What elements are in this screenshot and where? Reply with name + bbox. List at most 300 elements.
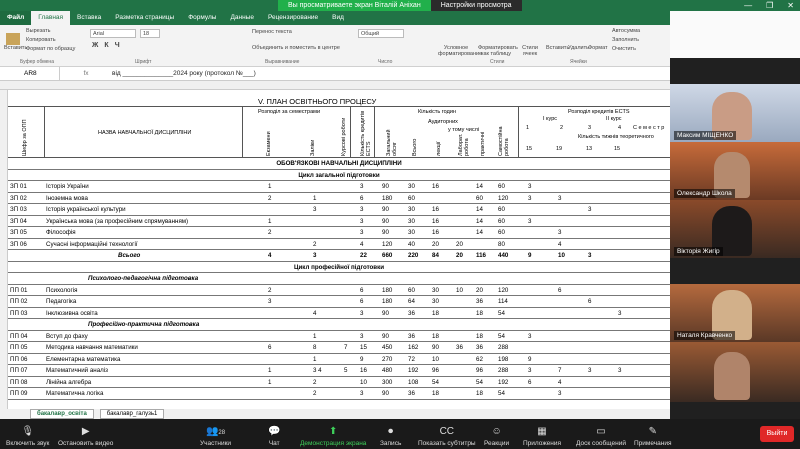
share-screen-button[interactable]: ⬆ Демонстрация экрана (300, 426, 367, 447)
cell-kr[interactable]: 7 (344, 344, 348, 351)
cell-sr[interactable]: 192 (498, 378, 509, 386)
cell-sr[interactable]: 54 (498, 332, 505, 340)
participant-tile[interactable] (670, 342, 800, 402)
cell-sr[interactable]: 288 (498, 344, 509, 351)
cell-lec[interactable]: 16 (432, 183, 439, 190)
cell-tot[interactable]: 90 (382, 332, 389, 340)
table-row (8, 285, 670, 297)
participants-button[interactable]: 👥28 Участники (200, 426, 232, 447)
reactions-button[interactable]: ☺ Реакции (484, 426, 510, 447)
cell-ex[interactable]: 1 (268, 378, 272, 386)
plan-title: V. ПЛАН ОСВІТНЬОГО ПРОЦЕСУ (258, 97, 377, 106)
cell-aud[interactable]: 36 (408, 332, 415, 340)
cell-ex[interactable]: 2 (268, 194, 272, 202)
cell-aud[interactable]: 64 (408, 298, 415, 305)
cell-lab[interactable]: 20 (456, 240, 463, 248)
cell-ex[interactable]: 6 (268, 344, 272, 351)
tab-formulas[interactable]: Формулы (188, 14, 217, 21)
cell-ects[interactable]: 6 (360, 194, 364, 202)
cell-code[interactable]: ПП 04 (10, 332, 28, 340)
section-mandatory-label: ОБОВ'ЯЗКОВІ НАВЧАЛЬНІ ДИСЦИПЛІНИ (276, 160, 402, 167)
cell-aud[interactable]: 192 (408, 367, 419, 374)
cell-pr[interactable]: 18 (476, 390, 483, 397)
table-row (8, 365, 670, 377)
cell-code[interactable]: ЗП 02 (10, 194, 27, 202)
cell-name[interactable]: Педагогіка (46, 298, 77, 305)
ribbon (0, 25, 670, 67)
cell-ex[interactable]: 3 (268, 298, 272, 305)
cell-tot[interactable]: 90 (382, 217, 389, 225)
fill-button[interactable]: Заполнить (612, 37, 640, 43)
cell-aud[interactable]: 30 (408, 183, 415, 190)
cell-s1[interactable]: 9 (528, 355, 532, 363)
table-row (8, 354, 670, 366)
cell-aud[interactable]: 30 (408, 217, 415, 225)
sheet-tabs (0, 409, 670, 419)
sub-prof (8, 319, 670, 331)
cell-aud[interactable]: 60 (408, 194, 415, 202)
cell-pr[interactable]: 14 (476, 217, 483, 225)
whiteboard-icon: ▭ (596, 426, 606, 437)
cell-s2[interactable]: 6 (558, 286, 562, 294)
cell-tot[interactable]: 270 (382, 355, 393, 363)
course1-header: I курс (543, 116, 558, 122)
cell-ects[interactable]: 9 (360, 355, 364, 363)
cell-ex[interactable]: 1 (268, 217, 272, 225)
participant-name: Наталя Кравченко (674, 331, 735, 340)
all-header: Всього (412, 138, 418, 156)
apps-icon: ▦ (537, 426, 547, 437)
cut-button[interactable]: Вырезать (26, 28, 51, 34)
total-tot: 660 (382, 252, 393, 259)
table-header: V. ПЛАН ОСВІТНЬОГО ПРОЦЕСУ Шифр за ОПП НАЗВА НАВЧАЛЬНОЇ ДИСЦИПЛІНИ Розподіл за семестрами Екзамени Заліки Курсові роботи Кількість кредитів ЕСТS Кількість годин Загальний обсяг Аудиторних Всього у тому числі лекції Лаборат. робота практичні Самостійна робота Розподіл кредитів ECTS I курс II курс С е м е с т р 1 2 3 4 Кількість тижнів теоретичного 15 19 13 15 (8, 90, 670, 158)
participants-icon: 👥28 (205, 426, 226, 437)
cell-lec[interactable]: 16 (432, 206, 439, 213)
minimize-icon[interactable]: — (744, 1, 753, 10)
total-lab: 20 (456, 252, 463, 259)
wrap-text-button[interactable]: Перенос текста (252, 29, 292, 35)
cell-ex[interactable]: 1 (268, 183, 272, 190)
cell-s1[interactable]: 3 (528, 332, 532, 340)
cell-aud[interactable]: 36 (408, 390, 415, 397)
cell-pr[interactable]: 36 (476, 344, 483, 351)
sub-prof-label: Професійно-практична підготовка (88, 321, 200, 328)
total-row (8, 250, 670, 262)
clipboard-label: Буфер обмена (20, 59, 54, 65)
cell-lec[interactable]: 96 (432, 367, 439, 374)
cell-ects[interactable]: 3 (360, 217, 364, 225)
cell-code[interactable]: ЗП 04 (10, 217, 27, 225)
cell-s1[interactable]: 3 (528, 183, 532, 190)
cell-aud[interactable]: 30 (408, 206, 415, 213)
captions-icon: CC (439, 426, 455, 437)
cell-s4[interactable]: 3 (618, 367, 622, 374)
cell-code[interactable]: ПП 01 (10, 286, 28, 294)
cells-label: Ячейки (570, 59, 587, 65)
insert-cells-button[interactable]: Вставить (546, 45, 570, 51)
stop-video-button[interactable]: ▶ Остановить видео (58, 426, 114, 447)
participant-name: Олександр Школа (674, 189, 735, 198)
tests-header: Заліки (310, 139, 316, 156)
cell-ex[interactable]: 1 (268, 367, 272, 374)
pract-header: практичні (480, 131, 486, 156)
table-row (8, 193, 670, 205)
cell-name[interactable]: Інклюзивна освіта (46, 309, 98, 317)
formula-bar (0, 67, 670, 81)
cell-sr[interactable]: 120 (498, 194, 509, 202)
cell-ects[interactable]: 4 (360, 240, 364, 248)
window-controls (744, 0, 794, 11)
cell-ects[interactable]: 6 (360, 286, 364, 294)
cell-tot[interactable]: 180 (382, 298, 393, 305)
code-header: Шифр за ОПП (22, 119, 28, 156)
discipline-header: НАЗВА НАВЧАЛЬНОЇ ДИСЦИПЛІНИ (98, 130, 192, 136)
cycle-prof-label: Цикл професійної підготовки (293, 263, 384, 271)
captions-button[interactable]: CC Показать субтитры (418, 426, 476, 447)
merge-center-button[interactable]: Объединить и поместить в центре (252, 45, 340, 51)
cell-pr[interactable]: 14 (476, 229, 483, 236)
table-row (8, 388, 670, 400)
cell-name[interactable]: Історія України (46, 183, 89, 190)
clear-button[interactable]: Очистить (612, 46, 636, 52)
fx-icon[interactable]: fx (83, 70, 89, 77)
semesters-header: Розподіл за семестрами (258, 109, 321, 115)
cell-s1[interactable]: 3 (528, 194, 532, 202)
cell-tot[interactable]: 90 (382, 229, 389, 236)
cell-sr[interactable]: 60 (498, 229, 505, 236)
section-mandatory (8, 158, 670, 170)
bold-italic-underline[interactable]: ЖКЧ (92, 42, 126, 49)
cell-code[interactable]: ЗП 03 (10, 206, 27, 213)
cell-sr[interactable]: 114 (498, 298, 508, 305)
table-row (8, 308, 670, 320)
alignment-label: Выравнивание (265, 59, 300, 65)
apps-button[interactable]: ▦ Приложения (523, 426, 562, 447)
table-row (8, 377, 670, 389)
cell-tot[interactable]: 180 (382, 286, 393, 294)
cell-name[interactable]: Філософія (46, 229, 76, 236)
cell-name[interactable]: Психологія (46, 286, 78, 294)
cell-tot[interactable]: 90 (382, 183, 389, 190)
cell-name[interactable]: Математична логіка (46, 390, 104, 397)
smiley-icon: ☺ (491, 426, 502, 437)
table-row (8, 227, 670, 239)
cell-pr[interactable]: 54 (476, 378, 483, 386)
tab-file[interactable]: Файл (0, 11, 31, 25)
cell-s2[interactable]: 3 (558, 390, 562, 397)
cell-zl[interactable]: 1 (313, 355, 317, 363)
record-icon: ⏺ (388, 426, 394, 437)
cell-code[interactable]: ПП 07 (10, 367, 28, 374)
cell-ects[interactable]: 3 (360, 390, 364, 397)
cell-pr[interactable]: 18 (476, 309, 483, 317)
cell-sr[interactable]: 288 (498, 367, 509, 374)
cell-sr[interactable]: 80 (498, 240, 505, 248)
cell-aud[interactable]: 36 (408, 309, 415, 317)
autosum-button[interactable]: Автосумма (612, 28, 641, 34)
cell-ects[interactable]: 15 (360, 344, 367, 351)
cell-code[interactable]: ЗП 01 (10, 183, 27, 190)
cell-sr[interactable]: 198 (498, 355, 509, 363)
cell-lec[interactable]: 16 (432, 229, 439, 236)
cell-name[interactable]: Елементарна математика (46, 355, 121, 363)
cell-zl[interactable]: 1 (313, 332, 317, 340)
cell-lec[interactable]: 18 (432, 309, 439, 317)
cell-tot[interactable]: 90 (382, 309, 389, 317)
table-row (8, 239, 670, 251)
cell-s4[interactable]: 3 (618, 309, 622, 317)
coursework-header: Курсові роботи (341, 117, 347, 156)
cell-aud[interactable]: 40 (408, 240, 415, 248)
cycle-prof (8, 262, 670, 274)
cell-name[interactable]: Іноземна мова (46, 194, 88, 202)
cell-lec[interactable]: 90 (432, 344, 439, 351)
close-icon[interactable]: ✕ (787, 1, 794, 10)
share-screen-icon: ⬆ (329, 426, 338, 437)
cell-tot[interactable]: 480 (382, 367, 393, 374)
cell-zl[interactable]: 3 (313, 206, 317, 213)
tab-data[interactable]: Данные (230, 14, 254, 21)
cell-pr[interactable]: 60 (476, 194, 483, 202)
weeks-header: Кількість тижнів теоретичного (578, 134, 654, 140)
cell-tot[interactable]: 180 (382, 194, 393, 202)
whiteboard-button[interactable]: ▭ Доск сообщений (576, 426, 627, 447)
share-banner (278, 0, 522, 11)
restore-icon[interactable]: ❐ (766, 1, 774, 10)
cell-ex[interactable]: 2 (268, 229, 272, 236)
cell-name[interactable]: Вступ до фаху (46, 332, 88, 340)
sub-psych-label: Психолого-педагогічна підготовка (88, 275, 199, 282)
cell-name[interactable]: Українська мова (за професійним спрямуванням) (46, 217, 189, 225)
paste-button[interactable]: Вставить (4, 33, 27, 51)
formula-input[interactable]: від ______________2024 року (протокол №___) (112, 70, 256, 77)
cell-tot[interactable]: 300 (382, 378, 393, 386)
cell-zl[interactable]: 8 (313, 344, 317, 351)
total-s2: 10 (558, 252, 565, 259)
cell-s2[interactable]: 3 (558, 229, 562, 236)
cell-lec[interactable]: 16 (432, 217, 439, 225)
format-painter-button[interactable]: Формат по образцу (26, 46, 76, 52)
cell-pr[interactable]: 62 (476, 355, 483, 363)
cell-ects[interactable]: 3 (360, 183, 364, 190)
cell-code[interactable]: ЗП 06 (10, 240, 27, 248)
total-aud: 220 (408, 252, 419, 259)
conditional-format-button[interactable]: Условное форматирование (438, 45, 483, 57)
cell-tot[interactable]: 90 (382, 390, 389, 397)
cell-styles-button[interactable]: Стили ячеек (522, 45, 538, 57)
cell-pr[interactable]: 18 (476, 332, 483, 340)
table-row (8, 181, 670, 193)
cell-code[interactable]: ПП 03 (10, 309, 28, 317)
table-row (8, 342, 670, 354)
exams-header: Екзамени (266, 131, 272, 156)
cell-ects[interactable]: 16 (360, 367, 367, 374)
sheet-tab[interactable]: бакалавр_освіта (30, 409, 94, 419)
cell-lab[interactable]: 36 (456, 344, 463, 351)
cell-pr[interactable]: 96 (476, 367, 483, 374)
number-format-select[interactable]: Общий (358, 29, 404, 38)
participant-tile[interactable] (670, 284, 800, 342)
cell-s2[interactable]: 4 (558, 240, 562, 248)
cell-zl[interactable]: 2 (313, 390, 317, 397)
cell-s1[interactable]: 3 (528, 367, 532, 374)
cell-aud[interactable]: 30 (408, 229, 415, 236)
unmute-button[interactable]: 🎙 Включить звук (6, 426, 50, 447)
cell-code[interactable]: ПП 05 (10, 344, 28, 351)
cell-zl[interactable]: 2 (313, 240, 317, 248)
cell-pr[interactable]: 36 (476, 298, 483, 305)
cell-tot[interactable]: 120 (382, 240, 393, 248)
cell-tot[interactable]: 450 (382, 344, 393, 351)
cell-ects[interactable]: 6 (360, 298, 364, 305)
cell-lab[interactable]: 10 (456, 286, 463, 294)
cell-code[interactable]: ЗП 05 (10, 229, 27, 236)
cell-code[interactable]: ПП 08 (10, 378, 28, 386)
table-row (8, 331, 670, 343)
cell-zl[interactable]: 3 4 (313, 367, 322, 374)
tab-home[interactable]: Главная (31, 11, 70, 25)
participant-panel-header (670, 11, 800, 58)
cell-s3[interactable]: 3 (588, 367, 592, 374)
zoom-toolbar (0, 419, 800, 449)
cell-aud[interactable]: 60 (408, 286, 415, 294)
participant-name: Вікторія Жигір (674, 247, 723, 256)
cell-ects[interactable]: 3 (360, 206, 364, 213)
tab-review[interactable]: Рецензирование (267, 14, 319, 21)
lab-header: Лаборат. робота (458, 133, 470, 156)
cell-ects[interactable]: 3 (360, 309, 364, 317)
cell-code[interactable]: ПП 06 (10, 355, 28, 363)
ribbon-tabs (0, 11, 670, 25)
sheet-tab[interactable]: бакалавр_галузь1 (100, 409, 165, 419)
cell-ects[interactable]: 3 (360, 332, 364, 340)
name-box[interactable]: AR8 (0, 67, 60, 81)
table-row (8, 204, 670, 216)
cell-lec[interactable]: 20 (432, 240, 439, 248)
cell-s1[interactable]: 6 (528, 378, 532, 386)
tab-page-layout[interactable]: Разметка страницы (115, 14, 175, 21)
total-s1: 9 (528, 252, 532, 259)
format-cells-button[interactable]: Формат (588, 45, 608, 51)
cycle-general-label: Цикл загальної підготовки (298, 171, 380, 179)
font-name-select[interactable]: Arial (90, 29, 136, 38)
cell-aud[interactable]: 162 (408, 344, 419, 351)
chat-icon: 💬 (268, 426, 281, 437)
total-pr: 116 (476, 252, 486, 259)
cell-code[interactable]: ПП 09 (10, 390, 28, 397)
cell-pr[interactable]: 20 (476, 286, 483, 294)
total-header: Загальний обсяг (386, 129, 398, 156)
cell-sr[interactable]: 54 (498, 309, 505, 317)
cell-code[interactable]: ПП 02 (10, 298, 28, 305)
course2-header: II курс (606, 116, 622, 122)
cell-name[interactable]: Математичний аналіз (46, 367, 108, 374)
microphone-off-icon: 🎙 (21, 426, 35, 437)
cell-aud[interactable]: 72 (408, 355, 415, 363)
cell-s3[interactable]: 3 (588, 206, 592, 213)
cell-aud[interactable]: 108 (408, 378, 419, 386)
classroom-header: Аудиторних (428, 119, 458, 125)
font-label: Шрифт (135, 59, 152, 65)
participant-tile[interactable] (670, 200, 800, 258)
chat-button[interactable]: 💬 Чат (268, 426, 281, 447)
styles-label: Стили (490, 59, 505, 65)
font-size-select[interactable]: 18 (140, 29, 160, 38)
cell-kr[interactable]: 5 (344, 367, 348, 374)
cell-pr[interactable]: 14 (476, 183, 483, 190)
cell-sr[interactable]: 54 (498, 390, 505, 397)
cell-zl[interactable]: 2 (313, 378, 317, 386)
cell-name[interactable]: Історія української культури (46, 206, 126, 213)
cell-name[interactable]: Методика навчання математики (46, 344, 138, 351)
participant-tile[interactable] (670, 142, 800, 200)
cell-zl[interactable]: 4 (313, 309, 317, 317)
lect-header: лекції (436, 141, 442, 156)
record-button[interactable]: ⏺ Запись (380, 426, 402, 447)
total-s3: 3 (588, 252, 592, 259)
notes-icon: ✎ (648, 426, 657, 437)
cell-lec[interactable]: 30 (432, 298, 439, 305)
self-header: Самостійна робота (498, 126, 510, 156)
total-name: Всього (118, 252, 141, 259)
participant-name: Максим МІЩЕНКО (674, 131, 736, 140)
cell-lec[interactable]: 10 (432, 355, 439, 363)
ects-header: Кількість кредитів ЕСТS (360, 110, 372, 156)
cell-name[interactable]: Лінійна алгебра (46, 378, 92, 386)
cycle-general (8, 170, 670, 182)
cell-sr[interactable]: 60 (498, 183, 505, 190)
cell-sr[interactable]: 60 (498, 206, 505, 213)
sub-psych (8, 273, 670, 285)
view-settings-button[interactable]: Настройки просмотра (431, 0, 522, 11)
cell-s2[interactable]: 3 (558, 194, 562, 202)
copy-button[interactable]: Копировать (26, 37, 56, 43)
tab-insert[interactable]: Вставка (77, 14, 102, 21)
spreadsheet (0, 90, 670, 409)
format-table-button[interactable]: Форматировать как таблицу (478, 45, 518, 57)
table-row (8, 296, 670, 308)
cell-ects[interactable]: 10 (360, 378, 367, 386)
total-zl: 3 (313, 252, 317, 259)
row-numbers (0, 90, 8, 409)
total-lec: 84 (432, 252, 439, 259)
notes-button[interactable]: ✎ Примечания (634, 426, 672, 447)
cell-ects[interactable]: 3 (360, 229, 364, 236)
cell-tot[interactable]: 90 (382, 206, 389, 213)
cell-pr[interactable]: 14 (476, 206, 483, 213)
cell-s3[interactable]: 6 (588, 298, 592, 305)
cell-lec[interactable]: 18 (432, 332, 439, 340)
cell-sr[interactable]: 60 (498, 217, 505, 225)
cell-zl[interactable]: 1 (313, 194, 317, 202)
cell-lec[interactable]: 30 (432, 286, 439, 294)
cell-lec[interactable]: 18 (432, 390, 439, 397)
tab-view[interactable]: Вид (332, 14, 344, 21)
cell-s2[interactable]: 4 (558, 378, 562, 386)
delete-cells-button[interactable]: Удалить (568, 45, 589, 51)
participant-tile[interactable] (670, 84, 800, 142)
cell-s2[interactable]: 7 (558, 367, 562, 374)
column-headers (0, 81, 670, 90)
cell-name[interactable]: Сучасні інформаційні технології (46, 240, 138, 248)
cell-lec[interactable]: 54 (432, 378, 439, 386)
leave-button[interactable]: Выйти (760, 426, 794, 442)
cell-ex[interactable]: 2 (268, 286, 272, 294)
camera-icon: ▶ (81, 426, 90, 437)
cell-s1[interactable]: 3 (528, 217, 532, 225)
total-sr: 440 (498, 252, 509, 259)
cell-sr[interactable]: 120 (498, 286, 509, 294)
